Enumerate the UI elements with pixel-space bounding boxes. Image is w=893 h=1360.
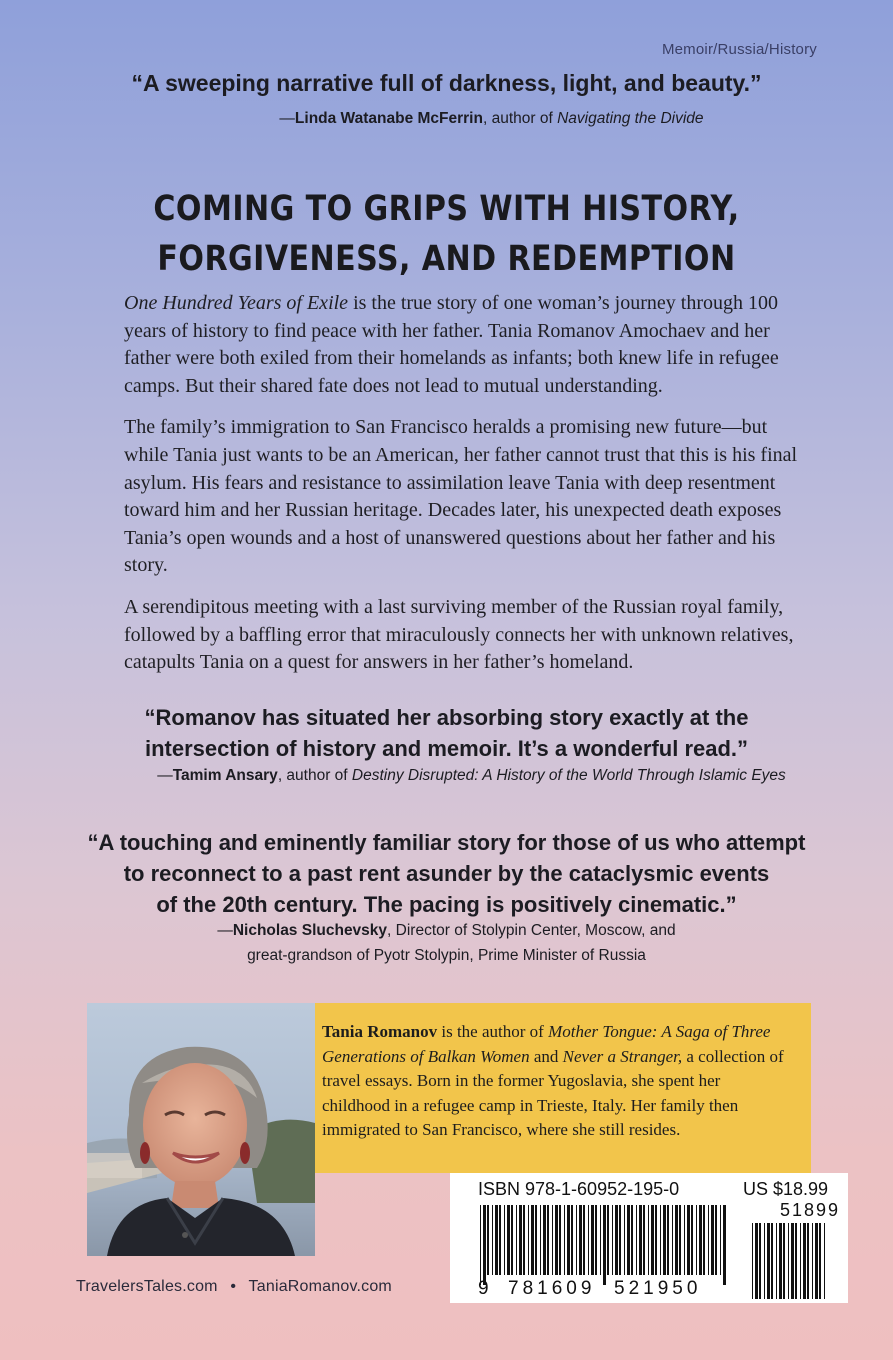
- barcode-bar: [507, 1205, 510, 1275]
- ean-first-digit: 9: [478, 1278, 489, 1299]
- bio-book-1: Mother Tongue: A Saga of Three Generations of Balkan Women: [322, 1022, 771, 1066]
- barcode-panel: [450, 1173, 848, 1303]
- quote-1-author: Linda Watanabe McFerrin: [294, 110, 483, 127]
- barcode-bar: [480, 1205, 481, 1285]
- barcode-bar: [651, 1205, 654, 1275]
- barcode-bar: [511, 1205, 513, 1275]
- barcode-bar: [516, 1205, 517, 1275]
- quote-2-line-2: intersection of history and memoir. It’s a wonderful read.”: [144, 736, 749, 761]
- quote-1-attribution: [40, 110, 853, 128]
- barcode-bar: [795, 1223, 797, 1299]
- barcode-bar: [708, 1205, 709, 1275]
- barcode-bar: [547, 1205, 549, 1275]
- quote-3-role: , Director of Stolypin Center, Moscow, and: [387, 922, 676, 939]
- barcode-bar: [791, 1223, 794, 1299]
- barcode-bar: [723, 1205, 726, 1285]
- headline-line-2: FORGIVENESS, AND REDEMPTION: [157, 239, 736, 279]
- barcode-bar: [720, 1205, 721, 1275]
- author-name: Tania Romanov: [322, 1022, 438, 1041]
- website-tania-romanov[interactable]: TaniaRomanov.com: [248, 1278, 392, 1295]
- barcode-bar: [552, 1205, 553, 1275]
- barcode-bar: [800, 1223, 801, 1299]
- bio-book-2: Never a Stranger,: [562, 1046, 683, 1066]
- barcode-bar: [764, 1223, 765, 1299]
- barcode-bar: [672, 1205, 673, 1275]
- bio-text-3: a collection of travel essays. Born in the former Yugoslavia, she spent her childhood in a refugee camp in Trieste, Italy. Her family then immigrated to San Francisco, where she still resides.: [322, 1046, 784, 1139]
- barcode-bar: [543, 1205, 546, 1275]
- barcode-bar: [779, 1223, 782, 1299]
- synopsis-paragraph-1-text: is the true story of one woman’s journey through 100 years of history to find peace with her father. Tania Romanov Amochaev and her father were both exiled from their homelands as infants; both knew life in refugee camps. But their shared fate does not lead to mutual understanding.: [124, 292, 779, 397]
- price-barcode: [750, 1223, 830, 1299]
- synopsis-paragraph-2: The family’s immigration to San Francisco heralds a promising new future—but while Tania just wants to be an American, her father cannot trust that this is his final asylum. His fears and resistance to assimilation leave Tania with deep resentment toward him and her Russian heritage. Decades later, his unexpected death exposes Tania’s open wounds and a host of unanswered questions about her father and his story.: [124, 416, 798, 577]
- book-title: One Hundred Years of Exile: [124, 292, 349, 314]
- quote-3-text: [40, 827, 853, 920]
- quote-3-line-1: “A touching and eminently familiar story for those of us who attempt: [87, 830, 806, 855]
- barcode-bar: [679, 1205, 681, 1275]
- barcode-bar: [583, 1205, 585, 1275]
- author-photo: [87, 1003, 315, 1256]
- barcode-bar: [639, 1205, 642, 1275]
- barcode-bar: [588, 1205, 589, 1275]
- bio-text-1: is the author of: [437, 1022, 549, 1041]
- barcode-bar: [691, 1205, 693, 1275]
- barcode-bar: [576, 1205, 577, 1275]
- barcode-bar: [667, 1205, 669, 1275]
- price-code-text: 51899: [780, 1200, 841, 1220]
- barcode-bar: [824, 1223, 825, 1299]
- quote-2-attribution: [40, 767, 853, 785]
- website-travelers-tales[interactable]: TravelersTales.com: [76, 1278, 218, 1295]
- barcode-bar: [504, 1205, 505, 1275]
- barcode-bar: [660, 1205, 661, 1275]
- barcode-bar: [755, 1223, 758, 1299]
- barcode-bar: [771, 1223, 773, 1299]
- barcode-bar: [807, 1223, 809, 1299]
- quote-2-work: Destiny Disrupted: A History of the World Through Islamic Eyes: [351, 767, 786, 784]
- barcode-bar: [499, 1205, 501, 1275]
- barcode-bar: [788, 1223, 789, 1299]
- barcode-bar: [631, 1205, 633, 1275]
- barcode-bar: [819, 1223, 821, 1299]
- quote-3-attribution: [40, 918, 853, 968]
- barcode-bar: [699, 1205, 702, 1275]
- barcode-bar: [579, 1205, 582, 1275]
- quote-1-work: Navigating the Divide: [557, 110, 704, 127]
- quote-3-line-3: of the 20th century. The pacing is positively cinematic.”: [156, 892, 737, 917]
- barcode-bar: [703, 1205, 705, 1275]
- barcode-bar: [519, 1205, 522, 1275]
- ean-group-2: 521950: [614, 1278, 702, 1299]
- barcode-bar: [555, 1205, 558, 1275]
- barcode-bar: [612, 1205, 613, 1275]
- quote-2-text: [40, 702, 853, 764]
- dash: —: [217, 922, 233, 939]
- dash: —: [157, 767, 173, 784]
- headline: [97, 184, 796, 284]
- barcode-bar: [483, 1205, 486, 1285]
- barcode-bar: [600, 1205, 601, 1275]
- quote-2-author: Tamim Ansary: [172, 767, 278, 784]
- barcode-bar: [715, 1205, 717, 1275]
- barcode-bar: [535, 1205, 537, 1275]
- ean-barcode: [478, 1205, 728, 1287]
- dash: —: [279, 110, 295, 127]
- barcode-bar: [591, 1205, 594, 1275]
- barcode-bar: [675, 1205, 678, 1275]
- synopsis-paragraph-1: [124, 290, 804, 400]
- author-portrait-illustration: [87, 1003, 315, 1256]
- headline-line-1: COMING TO GRIPS WITH HISTORY,: [153, 189, 740, 229]
- barcode-bar: [624, 1205, 625, 1275]
- barcode-bar: [528, 1205, 529, 1275]
- barcode-bar: [663, 1205, 666, 1275]
- barcode-bar: [711, 1205, 714, 1275]
- synopsis: [124, 290, 804, 691]
- barcode-bar: [815, 1223, 818, 1299]
- barcode-bar: [540, 1205, 541, 1275]
- barcode-bar: [643, 1205, 645, 1275]
- quote-3-author: Nicholas Sluchevsky: [232, 922, 388, 939]
- barcode-bar: [767, 1223, 770, 1299]
- barcode-bar: [619, 1205, 621, 1275]
- barcode-bar: [595, 1205, 597, 1275]
- barcode-bar: [607, 1205, 609, 1275]
- barcode-bar: [636, 1205, 637, 1275]
- barcode-bar: [495, 1205, 498, 1275]
- barcode-bar: [803, 1223, 806, 1299]
- barcode-bar: [783, 1223, 785, 1299]
- barcode-bar: [776, 1223, 777, 1299]
- barcode-bar: [759, 1223, 761, 1299]
- quote-1-text: “A sweeping narrative full of darkness, light, and beauty.”: [131, 70, 762, 96]
- price-text: US $18.99: [743, 1179, 829, 1199]
- separator-bullet: •: [230, 1278, 237, 1295]
- quote-3-line-2: to reconnect to a past rent asunder by the cataclysmic events: [123, 861, 770, 886]
- barcode-bar: [571, 1205, 573, 1275]
- synopsis-paragraph-3: A serendipitous meeting with a last surviving member of the Russian royal family, followed by a baffling error that miraculously connects her with unknown relatives, catapults Tania on a quest for answers in her father’s homeland.: [124, 595, 794, 674]
- barcode-bar: [655, 1205, 657, 1275]
- barcode-bar: [567, 1205, 570, 1275]
- websites: [76, 1278, 392, 1296]
- barcode-bar: [812, 1223, 813, 1299]
- barcode-bar: [752, 1223, 753, 1299]
- barcode-bar: [696, 1205, 697, 1275]
- barcode-bar: [603, 1205, 606, 1285]
- barcode-bar: [648, 1205, 649, 1275]
- quote-2-role: , author of: [277, 767, 352, 784]
- quote-2-line-1: “Romanov has situated her absorbing story exactly at the: [144, 705, 749, 730]
- author-bio: [322, 1020, 792, 1143]
- isbn-text: ISBN 978-1-60952-195-0: [478, 1179, 680, 1199]
- barcode-bar: [564, 1205, 565, 1275]
- barcode-bar: [531, 1205, 534, 1275]
- barcode-bar: [627, 1205, 630, 1275]
- barcode-bar: [492, 1205, 493, 1275]
- bio-text-2: and: [529, 1046, 563, 1066]
- quote-3-attribution-line-1: [40, 918, 853, 943]
- quote-3-attribution-line-2: great-grandson of Pyotr Stolypin, Prime Minister of Russia: [247, 947, 646, 964]
- barcode-bar: [687, 1205, 690, 1275]
- barcode-bar: [523, 1205, 525, 1275]
- ean-group-1: 781609: [508, 1278, 596, 1299]
- barcode-bar: [487, 1205, 489, 1275]
- barcode-bar: [559, 1205, 561, 1275]
- barcode-bar: [684, 1205, 685, 1275]
- barcode-bar: [615, 1205, 618, 1275]
- genre-label: Memoir/Russia/History: [661, 41, 817, 58]
- quote-1-role: , author of: [482, 110, 558, 127]
